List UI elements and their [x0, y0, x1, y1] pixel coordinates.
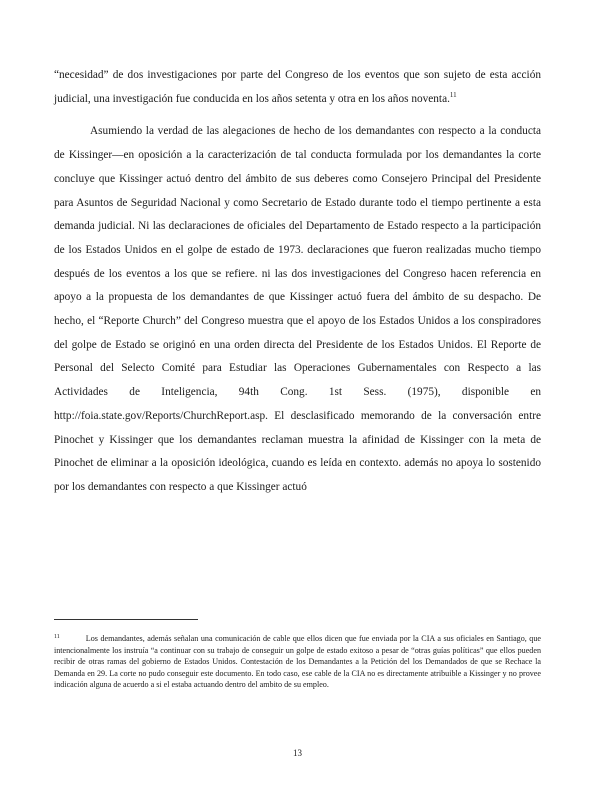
footnote-number: 11 [54, 634, 60, 640]
paragraph-2: Asumiendo la verdad de las alegaciones de hecho de los demandantes con respecto a la conducta de Kissinger—en oposición a la caracterización de tal conducta formulada por los demandantes la corte concluye que Kissinger actuó dentro del ámbito de sus deberes como Consejero Principal del Presidente para Asuntos de Seguridad Nacional y como Secretario de Estado durante todo el tiempo pertinente a esta demanda judicial. Ni las declaraciones de oficiales del Departamento de Estado respecto a la participación de los Estados Unidos en el golpe de estado de 1973. declaraciones que fueron realizadas mucho tiempo después de los eventos a los que se refiere. ni las dos investigaciones del Congreso hacen referencia en apoyo a la propuesta de los demandantes de que Kissinger actuó fuera del ámbito de su despacho. De hecho, el “Reporte Church” del Congreso muestra que el apoyo de los Estados Unidos a los conspiradores del golpe de Estado se originó en una orden directa del Presidente de los Estados Unidos. El Reporte de Personal del Selecto Comité para Estudiar las Operaciones Gubernamentales con Respecto a las Actividades de Inteligencia, 94th Cong. 1st Sess. (1975), disponible en http://foia.state.gov/Reports/ChurchReport.asp. El desclasificado memorando de la conversación entre Pinochet y Kissinger que los demandantes reclaman muestra la afinidad de Kissinger con la meta de Pinochet de eliminar a la oposición ideológica, cuando es leída en contexto. además no apoya lo sostenido por los demandantes con respecto a que Kissinger actuó [54, 125, 541, 493]
paragraph-1-text: “necesidad” de dos investigaciones por parte del Congreso de los eventos que son sujeto de esta acción judicial, una investigación fue conducida en los años setenta y otra en los años noventa. [54, 69, 541, 105]
footnote [54, 632, 541, 691]
footnote-separator [54, 619, 198, 620]
page-number: 13 [293, 748, 302, 758]
paragraph-continuation [54, 64, 541, 111]
body-text [54, 64, 541, 500]
footnote-text: Los demandantes, además señalan una comunicación de cable que ellos dicen que fue enviada por la CIA a sus oficiales en Santiago, que intencionalmente los instruía “a continuar con su trabajo de conseguir un golpe de estado exitoso a pesar de “otras guías políticas” que ellos pueden recibir de otras ramas del gobierno de Estados Unidos. Contestación de los Demandantes a la Petición del los Demandados de que se Rechace la Demanda en 29. La corte no pudo conseguir este documento. En todo caso, ese cable de la CIA no es directamente atribuible a Kissinger y no provee indicación alguna de acuerdo a si el estaba actuando dentro del ambito de su empleo. [54, 634, 541, 690]
footnote-reference[interactable]: 11 [449, 90, 457, 99]
